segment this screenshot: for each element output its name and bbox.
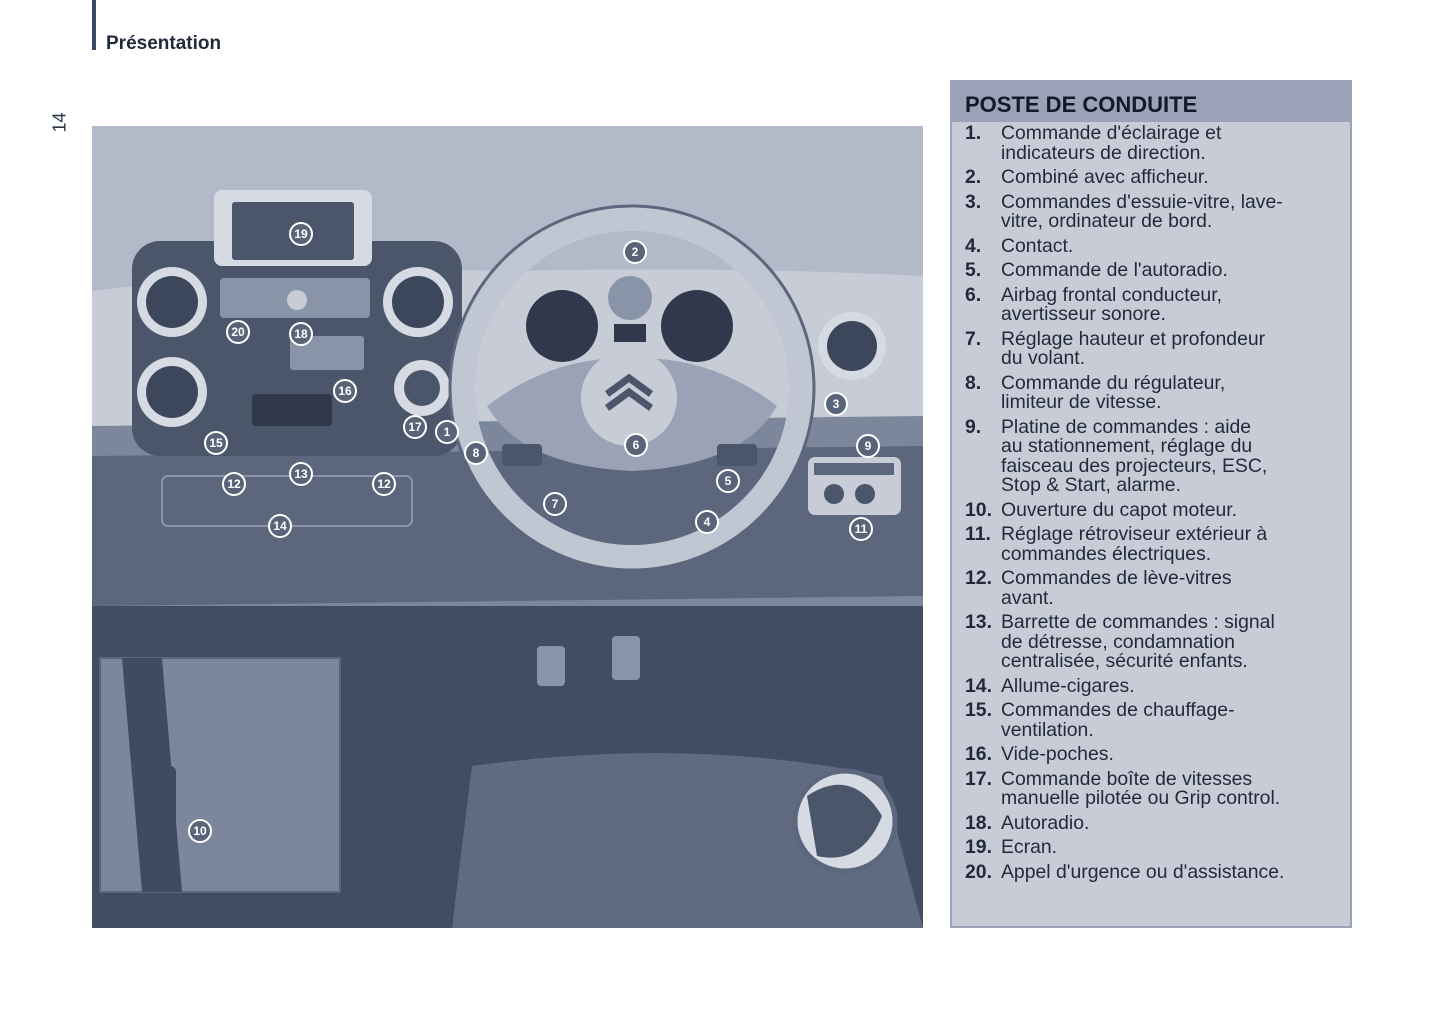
legend-item-line: indicateurs de direction.	[1001, 141, 1206, 164]
legend-item-text	[1001, 613, 1350, 672]
legend-item-line: Commandes d'essuie-vitre, lave-	[1001, 190, 1283, 213]
legend-item-20	[965, 860, 1350, 883]
legend-item-text	[1001, 261, 1350, 281]
legend-item-18	[965, 811, 1350, 834]
legend-item-line: Autoradio.	[1001, 811, 1090, 834]
svg-text:20: 20	[231, 325, 245, 339]
legend-item-7	[965, 327, 1350, 369]
callout-13	[290, 463, 312, 485]
legend-item-number: 6.	[965, 283, 982, 306]
callout-16	[334, 380, 356, 402]
svg-text:7: 7	[551, 497, 559, 511]
legend-item-16	[965, 745, 1350, 765]
legend-item-text	[1001, 525, 1350, 564]
legend-item-number: 3.	[965, 190, 982, 213]
legend-item-text	[1001, 838, 1350, 858]
legend-item-8	[965, 371, 1350, 413]
legend-item-number: 8.	[965, 371, 982, 394]
legend-item-text	[1001, 168, 1350, 188]
callout-1	[436, 421, 458, 443]
callout-9	[857, 435, 879, 457]
legend-item-19	[965, 838, 1350, 858]
legend-item-text	[1001, 745, 1350, 765]
legend-item-line: commandes électriques.	[1001, 542, 1212, 565]
legend-item-line: Combiné avec afficheur.	[1001, 166, 1209, 188]
legend-item-line: avertisseur sonore.	[1001, 303, 1166, 325]
legend-item-12	[965, 569, 1350, 608]
legend-item-line: manuelle pilotée ou Grip control.	[1001, 787, 1281, 809]
svg-text:4: 4	[703, 515, 711, 529]
callout-20	[227, 321, 249, 343]
header-accent-bar	[92, 0, 96, 50]
legend-item-number: 16.	[965, 743, 992, 765]
legend-list	[952, 122, 1350, 882]
callout-12b	[373, 473, 395, 495]
legend-item-4	[965, 234, 1350, 257]
svg-text:17: 17	[408, 420, 422, 434]
legend-item-text	[1001, 327, 1350, 369]
callout-12a	[223, 473, 245, 495]
legend-item-10	[965, 498, 1350, 521]
legend-item-15	[965, 701, 1350, 740]
legend-item-text	[1001, 498, 1350, 521]
legend-item-text	[1001, 190, 1350, 232]
legend-item-text	[1001, 701, 1350, 740]
legend-item-line: Barrette de commandes : signal	[1001, 611, 1275, 633]
legend-item-number: 15.	[965, 699, 992, 721]
svg-text:19: 19	[294, 227, 308, 241]
legend-title: POSTE DE CONDUITE	[952, 82, 1350, 122]
svg-text:13: 13	[294, 467, 308, 481]
svg-text:11: 11	[854, 522, 868, 536]
legend-item-text	[1001, 371, 1350, 413]
callout-18	[290, 323, 312, 345]
legend-item-text	[1001, 860, 1350, 883]
svg-text:12: 12	[377, 477, 391, 491]
legend-item-line: Commandes de chauffage-	[1001, 699, 1235, 721]
svg-text:1: 1	[443, 425, 451, 439]
legend-item-text	[1001, 767, 1350, 809]
callout-2	[624, 241, 646, 263]
legend-item-number: 7.	[965, 327, 982, 350]
legend-item-line: Vide-poches.	[1001, 743, 1114, 765]
legend-item-3	[965, 190, 1350, 232]
legend-item-line: Réglage rétroviseur extérieur à	[1001, 523, 1268, 545]
legend-item-line: Réglage hauteur et profondeur	[1001, 327, 1266, 350]
svg-text:14: 14	[273, 519, 287, 533]
legend-item-line: Contact.	[1001, 234, 1074, 257]
svg-text:12: 12	[227, 477, 241, 491]
legend-item-line: Ecran.	[1001, 836, 1058, 858]
legend-item-11	[965, 525, 1350, 564]
legend-item-text	[1001, 811, 1350, 834]
legend-item-line: Stop & Start, alarme.	[1001, 474, 1181, 496]
legend-item-number: 13.	[965, 611, 992, 633]
legend-item-number: 4.	[965, 234, 982, 257]
legend-item-6	[965, 283, 1350, 325]
legend-item-number: 1.	[965, 122, 982, 144]
svg-text:5: 5	[724, 474, 732, 488]
callout-7	[544, 493, 566, 515]
legend-item-line: Ouverture du capot moteur.	[1001, 498, 1238, 521]
svg-text:8: 8	[472, 446, 480, 460]
legend-item-line: centralisée, sécurité enfants.	[1001, 650, 1248, 672]
legend-item-line: de détresse, condamnation	[1001, 630, 1235, 653]
legend-item-line: Commande boîte de vitesses	[1001, 767, 1253, 790]
legend-item-5	[965, 261, 1350, 281]
legend-item-number: 10.	[965, 498, 992, 521]
legend-item-text	[1001, 234, 1350, 257]
legend-item-17	[965, 767, 1350, 809]
legend-item-number: 20.	[965, 860, 992, 883]
dashboard-illustration	[92, 126, 923, 928]
section-title: Présentation	[106, 33, 222, 54]
legend-item-13	[965, 613, 1350, 672]
callout-14	[269, 515, 291, 537]
legend-item-1	[965, 124, 1350, 163]
legend-panel	[950, 80, 1352, 928]
dashboard-drawing	[92, 126, 923, 928]
legend-item-line: Platine de commandes : aide	[1001, 415, 1252, 438]
callout-17	[404, 416, 426, 438]
legend-item-line: Commande d'éclairage et	[1001, 122, 1222, 144]
legend-item-line: Airbag frontal conducteur,	[1001, 283, 1222, 306]
svg-text:10: 10	[193, 824, 207, 838]
legend-item-number: 17.	[965, 767, 992, 790]
legend-item-line: faisceau des projecteurs, ESC,	[1001, 454, 1268, 477]
svg-text:2: 2	[631, 245, 639, 259]
legend-item-text	[1001, 124, 1350, 163]
callout-11	[850, 518, 872, 540]
legend-item-line: du volant.	[1001, 347, 1086, 369]
legend-item-line: Appel d'urgence ou d'assistance.	[1001, 860, 1285, 883]
legend-item-number: 12.	[965, 567, 992, 589]
legend-item-text	[1001, 569, 1350, 608]
legend-item-14	[965, 674, 1350, 697]
callout-5	[717, 470, 739, 492]
legend-item-text	[1001, 283, 1350, 325]
svg-text:15: 15	[209, 436, 223, 450]
svg-text:6: 6	[632, 438, 640, 452]
legend-item-9	[965, 415, 1350, 496]
legend-item-line: Allume-cigares.	[1001, 674, 1135, 697]
callout-19	[290, 223, 312, 245]
callout-3	[825, 393, 847, 415]
legend-item-number: 9.	[965, 415, 982, 438]
svg-text:16: 16	[338, 384, 352, 398]
legend-item-line: ventilation.	[1001, 718, 1094, 741]
legend-item-line: au stationnement, réglage du	[1001, 435, 1253, 457]
legend-item-line: Commande du régulateur,	[1001, 371, 1226, 394]
svg-text:18: 18	[294, 327, 308, 341]
legend-item-number: 18.	[965, 811, 992, 834]
legend-item-text	[1001, 415, 1350, 496]
legend-item-line: limiteur de vitesse.	[1001, 391, 1162, 413]
legend-item-number: 5.	[965, 259, 982, 281]
legend-item-2	[965, 168, 1350, 188]
legend-item-line: Commandes de lève-vitres	[1001, 567, 1232, 589]
svg-text:3: 3	[832, 397, 840, 411]
callout-8	[465, 442, 487, 464]
callout-10	[189, 820, 211, 842]
legend-item-number: 19.	[965, 836, 992, 858]
legend-item-number: 2.	[965, 166, 982, 188]
legend-item-number: 11.	[965, 523, 991, 545]
callout-4	[696, 511, 718, 533]
callout-6	[625, 434, 647, 456]
legend-item-line: Commande de l'autoradio.	[1001, 259, 1228, 281]
callout-15	[205, 432, 227, 454]
legend-item-line: vitre, ordinateur de bord.	[1001, 210, 1213, 232]
legend-item-line: avant.	[1001, 586, 1054, 609]
legend-item-text	[1001, 674, 1350, 697]
svg-text:9: 9	[864, 439, 872, 453]
legend-item-number: 14.	[965, 674, 992, 697]
page-number: 14	[49, 112, 70, 133]
